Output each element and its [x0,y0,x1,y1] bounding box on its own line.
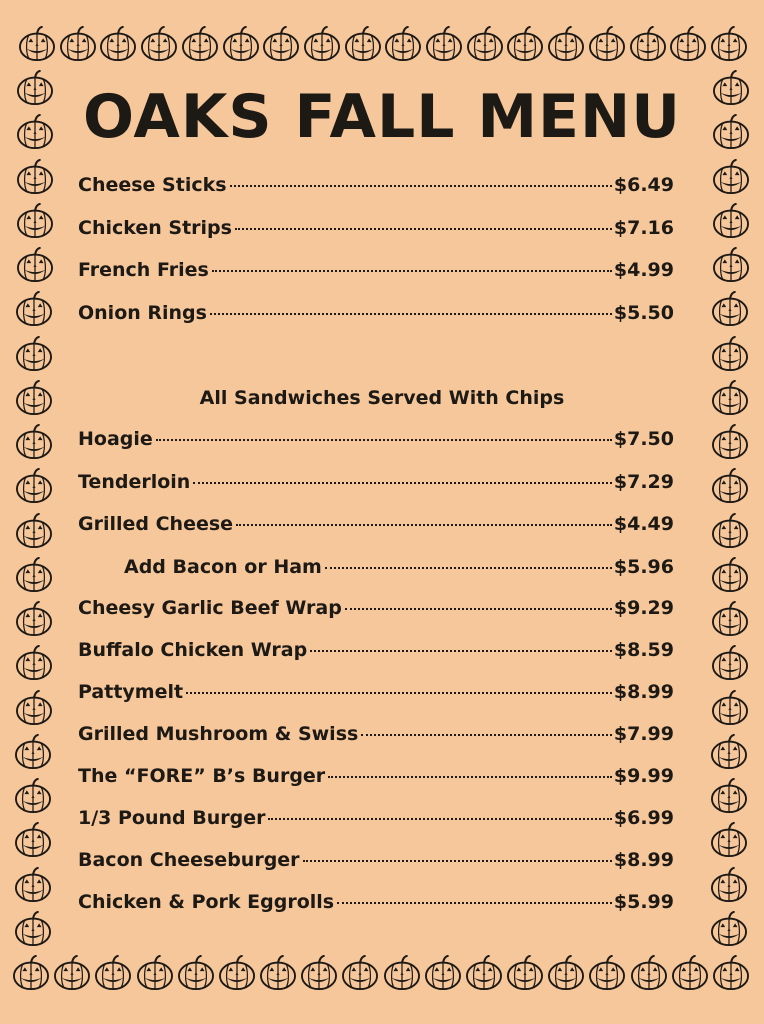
jack-o-lantern-icon [629,26,667,62]
jack-o-lantern-icon [15,690,53,726]
jack-o-lantern-icon [547,26,585,62]
dot-leader [361,734,612,736]
jack-o-lantern-icon [303,26,341,62]
menu-item [78,471,674,493]
jack-o-lantern-icon [711,690,749,726]
item-price: $7.29 [613,471,674,493]
jack-o-lantern-icon [711,336,749,372]
jack-o-lantern-icon [18,26,56,62]
jack-o-lantern-icon [630,955,668,991]
jack-o-lantern-icon [712,203,750,239]
menu-item [78,849,674,871]
jack-o-lantern-icon [424,955,462,991]
dot-leader [328,776,612,778]
menu-item [78,174,674,196]
jack-o-lantern-icon [711,513,749,549]
jack-o-lantern-icon [12,955,50,991]
item-name: Tenderloin [78,471,191,493]
jack-o-lantern-icon [547,955,585,991]
jack-o-lantern-icon [15,513,53,549]
item-name: 1/3 Pound Burger [78,807,266,829]
menu-item [78,428,674,450]
menu-item [78,302,674,324]
jack-o-lantern-icon [14,778,52,814]
item-price: $7.50 [613,428,674,450]
item-price: $7.16 [613,217,674,239]
item-price: $8.99 [613,681,674,703]
jack-o-lantern-icon [14,867,52,903]
menu-item [78,217,674,239]
jack-o-lantern-icon [711,557,749,593]
jack-o-lantern-icon [710,778,748,814]
jack-o-lantern-icon [711,291,749,327]
jack-o-lantern-icon [506,26,544,62]
jack-o-lantern-icon [341,955,379,991]
dot-leader [156,439,612,441]
jack-o-lantern-icon [506,955,544,991]
item-name: Buffalo Chicken Wrap [78,639,308,661]
jack-o-lantern-icon [15,336,53,372]
jack-o-lantern-icon [712,247,750,283]
item-price: $4.99 [613,259,674,281]
item-price: $9.29 [613,597,674,619]
jack-o-lantern-icon [140,26,178,62]
jack-o-lantern-icon [99,26,137,62]
dot-leader [210,313,612,315]
item-price: $4.49 [613,513,674,535]
jack-o-lantern-icon [15,601,53,637]
dot-leader [325,567,612,569]
menu-item [78,259,674,281]
jack-o-lantern-icon [15,468,53,504]
dot-leader [310,650,612,652]
item-name: Add Bacon or Ham [124,556,322,578]
menu-item [78,597,674,619]
dot-leader [303,860,612,862]
item-price: $5.96 [613,556,674,578]
jack-o-lantern-icon [14,822,52,858]
jack-o-lantern-icon [16,247,54,283]
jack-o-lantern-icon [466,26,504,62]
item-name: Hoagie [78,428,153,450]
dot-leader [193,482,612,484]
menu-item [78,681,674,703]
item-name: Grilled Mushroom & Swiss [78,723,359,745]
item-price: $8.59 [613,639,674,661]
jack-o-lantern-icon [712,159,750,195]
item-price: $9.99 [613,765,674,787]
item-name: Onion Rings [78,302,207,324]
item-name: Cheese Sticks [78,174,227,196]
jack-o-lantern-icon [710,734,748,770]
dot-leader [230,185,612,187]
jack-o-lantern-icon [94,955,132,991]
jack-o-lantern-icon [15,557,53,593]
item-price: $5.50 [613,302,674,324]
jack-o-lantern-icon [710,822,748,858]
menu-item-addon [124,556,674,578]
menu-item [78,639,674,661]
menu-item [78,807,674,829]
item-price: $8.99 [613,849,674,871]
jack-o-lantern-icon [465,955,503,991]
jack-o-lantern-icon [671,955,709,991]
jack-o-lantern-icon [222,26,260,62]
item-name: Chicken & Pork Eggrolls [78,891,335,913]
menu-title: OAKS FALL MENU [83,82,681,152]
jack-o-lantern-icon [588,26,626,62]
jack-o-lantern-icon [14,734,52,770]
item-name: Cheesy Garlic Beef Wrap [78,597,342,619]
jack-o-lantern-icon [383,955,421,991]
menu-item [78,765,674,787]
jack-o-lantern-icon [177,955,215,991]
jack-o-lantern-icon [16,159,54,195]
dot-leader [337,902,612,904]
item-price: $5.99 [613,891,674,913]
jack-o-lantern-icon [711,601,749,637]
jack-o-lantern-icon [710,911,748,947]
jack-o-lantern-icon [14,911,52,947]
dot-leader [236,524,612,526]
menu-item [78,513,674,535]
dot-leader [268,818,611,820]
jack-o-lantern-icon [53,955,91,991]
dot-leader [345,608,612,610]
jack-o-lantern-icon [710,867,748,903]
item-name: Pattymelt [78,681,184,703]
item-price: $6.49 [613,174,674,196]
dot-leader [186,692,612,694]
dot-leader [235,228,612,230]
jack-o-lantern-icon [15,424,53,460]
jack-o-lantern-icon [300,955,338,991]
jack-o-lantern-icon [710,26,748,62]
jack-o-lantern-icon [425,26,463,62]
jack-o-lantern-icon [262,26,300,62]
jack-o-lantern-icon [711,424,749,460]
jack-o-lantern-icon [136,955,174,991]
jack-o-lantern-icon [588,955,626,991]
jack-o-lantern-icon [711,645,749,681]
item-name: French Fries [78,259,209,281]
dot-leader [212,270,612,272]
jack-o-lantern-icon [218,955,256,991]
sandwich-note: All Sandwiches Served With Chips [199,387,565,409]
item-name: Bacon Cheeseburger [78,849,300,871]
jack-o-lantern-icon [15,291,53,327]
jack-o-lantern-icon [181,26,219,62]
item-name: The “FORE” B’s Burger [78,765,326,787]
item-name: Chicken Strips [78,217,232,239]
item-name: Grilled Cheese [78,513,234,535]
jack-o-lantern-icon [259,955,297,991]
jack-o-lantern-icon [16,203,54,239]
jack-o-lantern-icon [59,26,97,62]
jack-o-lantern-icon [344,26,382,62]
item-price: $7.99 [613,723,674,745]
menu-item [78,723,674,745]
jack-o-lantern-icon [384,26,422,62]
jack-o-lantern-icon [711,468,749,504]
jack-o-lantern-icon [669,26,707,62]
item-price: $6.99 [613,807,674,829]
jack-o-lantern-icon [712,955,750,991]
menu-item [78,891,674,913]
jack-o-lantern-icon [15,645,53,681]
